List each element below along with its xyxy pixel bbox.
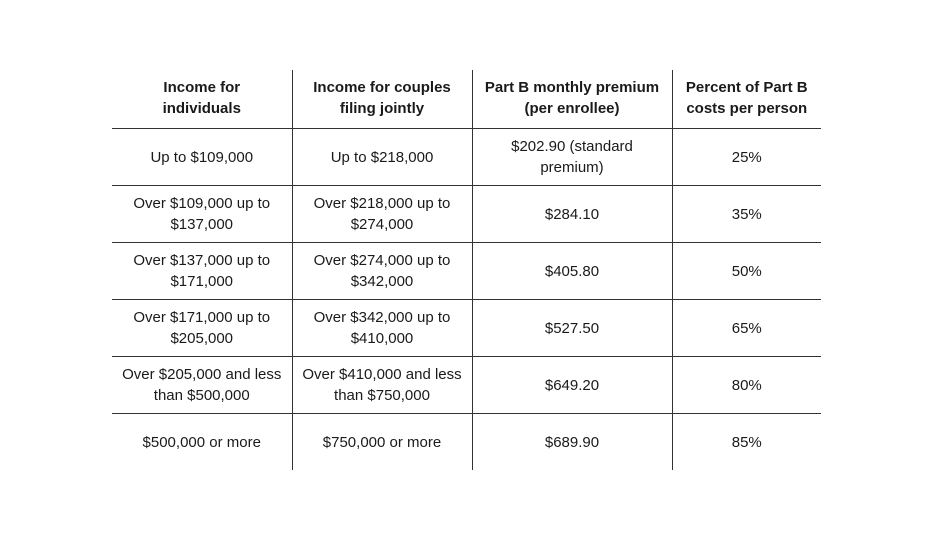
table-row xyxy=(112,357,821,414)
cell-percent-costs: 50% xyxy=(672,243,821,300)
cell-income-couples: $750,000 or more xyxy=(292,414,472,471)
cell-income-couples: Over $218,000 up to $274,000 xyxy=(292,186,472,243)
table-row xyxy=(112,414,821,471)
cell-monthly-premium: $405.80 xyxy=(472,243,672,300)
cell-percent-costs: 80% xyxy=(672,357,821,414)
header-income-individuals: Income for individuals xyxy=(112,70,292,129)
header-row xyxy=(112,70,821,129)
premium-table xyxy=(112,70,821,470)
header-monthly-premium: Part B monthly premium (per enrollee) xyxy=(472,70,672,129)
cell-income-couples: Over $342,000 up to $410,000 xyxy=(292,300,472,357)
cell-monthly-premium: $649.20 xyxy=(472,357,672,414)
cell-income-couples: Up to $218,000 xyxy=(292,129,472,186)
cell-income-couples: Over $274,000 up to $342,000 xyxy=(292,243,472,300)
table-row xyxy=(112,186,821,243)
cell-income-individuals: Over $171,000 up to $205,000 xyxy=(112,300,292,357)
header-income-couples: Income for couples filing jointly xyxy=(292,70,472,129)
cell-income-individuals: Over $205,000 and less than $500,000 xyxy=(112,357,292,414)
cell-income-individuals: Over $109,000 up to $137,000 xyxy=(112,186,292,243)
cell-monthly-premium: $689.90 xyxy=(472,414,672,471)
cell-percent-costs: 25% xyxy=(672,129,821,186)
table-row xyxy=(112,129,821,186)
table-row xyxy=(112,300,821,357)
header-percent-costs: Percent of Part B costs per person xyxy=(672,70,821,129)
cell-income-couples: Over $410,000 and less than $750,000 xyxy=(292,357,472,414)
table-row xyxy=(112,243,821,300)
cell-percent-costs: 35% xyxy=(672,186,821,243)
table-header xyxy=(112,70,821,129)
cell-monthly-premium: $527.50 xyxy=(472,300,672,357)
cell-monthly-premium: $284.10 xyxy=(472,186,672,243)
cell-percent-costs: 65% xyxy=(672,300,821,357)
cell-income-individuals: $500,000 or more xyxy=(142,433,261,451)
cell-percent-costs: 85% xyxy=(672,414,821,471)
cell-monthly-premium: $202.90 (standard premium) xyxy=(472,129,672,186)
table-body xyxy=(112,129,821,471)
cell-income-individuals: Over $137,000 up to $171,000 xyxy=(112,243,292,300)
cell-income-individuals: Up to $109,000 xyxy=(112,129,292,186)
